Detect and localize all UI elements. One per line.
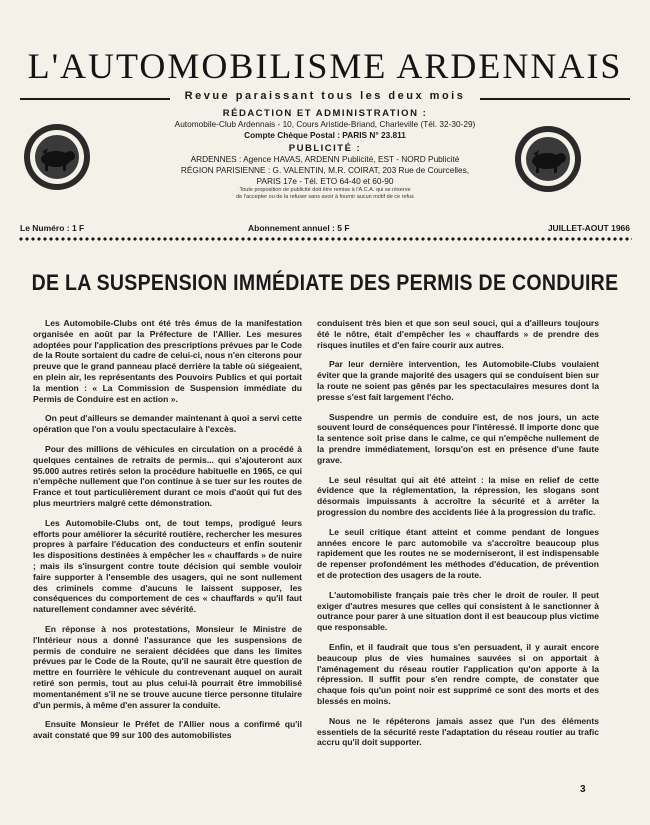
publicite-region: RÉGION PARISIENNE : G. VALENTIN, M.R. COIRAT, 203 Rue de Courcelles, [180, 165, 470, 175]
redaction-heading: RÉDACTION ET ADMINISTRATION : [222, 108, 428, 119]
masthead-subtitle: Revue paraissant tous les deux mois [184, 90, 466, 102]
paragraph: Par leur dernière intervention, les Automobile-Clubs voulaient éviter que la grande majorité des usagers qui se conduisent bien sur la route ne soient pas gênés par les spectaculaires mesures dont la presse s'est fait largement l'écho. [317, 359, 599, 402]
article-left-column [33, 318, 302, 750]
paragraph: On peut d'ailleurs se demander maintenant à quoi a servi cette opération que l'on a voulu spectaculaire à l'excès. [33, 413, 302, 435]
paragraph: Suspendre un permis de conduire est, de nos jours, un acte souvent lourd de conséquences pour l'intéressé. Il importe donc que la sentence soit prise dans le calme, ce qui n'empêche nullement de la prendre immédiatement, lorsqu'on est en présence d'une faute grave. [317, 411, 599, 465]
paragraph: Les Automobile-Clubs ont, de tout temps, prodigué leurs efforts pour améliorer la sécurité routière, rechercher les mesures propres à parfaire l'éducation des conducteurs et enfin soutenir les dispositions destinées à empêcher les « chauffards » de nuire ; mais ils s'insurgent contre toute décision qui semble vouloir faire supporter à l'ensemble des usagers, qui ne sont nullement des criminels comme d'aucuns le laissent supposer, les conséquences du comportement de ces « chauffards » qu'il faut naturellement condamner avec sévérité. [33, 517, 302, 615]
paragraph: Ensuite Monsieur le Préfet de l'Allier nous a confirmé qu'il avait constaté que 99 sur 100 des automobilistes [33, 719, 302, 741]
publicite-ardennes: ARDENNES : Agence HAVAS, ARDENN Publicité, EST - NORD Publicité [190, 154, 460, 164]
paragraph: Enfin, et il faudrait que tous s'en persuadent, il y aurait encore beaucoup plus de vies humaines sauvées si on apportait à l'aménagement du réseau routier l'application qu'on apporte à la répression. Il suffit pour s'en rendre compte, de constater que chaque fois qu'un point noir est supprimé ce sont des morts et des blessés en moins. [317, 641, 599, 706]
fine-print-1: Toute proposition de publicité doit être remise à l'A.C.A. qui se réserve [239, 187, 411, 193]
publicite-paris: PARIS 17e - Tél. ETO 64-40 et 60-90 [256, 176, 394, 186]
right-rule [480, 98, 630, 100]
header-info [110, 108, 540, 201]
issue-price: Le Numéro : 1 F [20, 223, 85, 233]
paragraph: L'automobiliste français paie très cher le droit de rouler. Il peut exiger d'autres mesures que celles qui consistent à le sanctionner à outrance pour parer à une situation dont il est beaucoup plus victime que responsable. [317, 589, 599, 633]
article-headline: DE LA SUSPENSION IMMÉDIATE DES PERMIS DE CONDUIRE [31, 270, 619, 296]
paragraph: Les Automobile-Clubs ont été très émus de la manifestation organisée en août par la Préfecture de l'Allier. Les mesures adoptées pour l'application des prescriptions prévues par le Code de la Route sortaient du cadre de celui-ci, nous n'en citerons pour preuve que le grand panneau placé derrière la table où siégeaient, en plein air, les représentants des Pouvoirs Publics et qui portait la mention : « La Commission de Suspension immédiate du Permis de Conduire est en action ». [33, 318, 302, 404]
publicite-heading: PUBLICITÉ : [288, 143, 362, 154]
fine-print-2: de l'accepter ou de la refuser sans avoir à fournir aucun motif de ce refus [236, 194, 414, 200]
paragraph: En réponse à nos protestations, Monsieur le Ministre de l'Intérieur nous a donné l'assurance que les suspensions de permis de conduire ne seraient décidées que dans les limites prévues par le Code de la Route, qu'il ne saurait être question de mettre en fourrière le véhicule du contrevenant auquel on aurait retiré son permis, tout au plus celui-là pourrait être immobilisé momentanément s'il ne se trouve aucune tierce personne titulaire d'un permis, à même d'en assurer la conduite. [33, 623, 302, 710]
issue-subscription: Abonnement annuel : 5 F [248, 223, 350, 233]
paragraph: Le seul résultat qui ait été atteint : la mise en relief de cette évidence que la réglementation, la répression, les slogans sont désormais impuissants à accroître la sécurité et à arrêter la progression du nombre des accidents liée à la progression du trafic. [317, 474, 599, 517]
page-number: 3 [580, 784, 586, 795]
dotted-divider [18, 236, 632, 242]
article-right-column [317, 318, 599, 757]
redaction-address: Automobile-Club Ardennais - 10, Cours Aristide-Briand, Charleville (Tél. 32-30-29) [174, 119, 476, 129]
issue-date: JUILLET-AOUT 1966 [547, 223, 630, 233]
masthead-subline [20, 90, 630, 106]
paragraph: Pour des millions de véhicules en circulation on a procédé à quelques centaines de retraits de permis... qui s'ajouteront aux 95.000 autres retirés selon la procédure habituelle en 1965, ce qui n'empêche nullement que l'on continue à se tuer sur les routes de France et tout particulièrement durant ce mois d'août qui fut des plus meurtriers malgré cette démonstration. [33, 443, 302, 508]
paragraph: Nous ne le répéterons jamais assez que l'un des éléments essentiels de la sécurité reste l'adaptation du réseau routier au trafic accru qu'il doit supporter. [317, 715, 599, 748]
paragraph: conduisent très bien et que son seul souci, qui a d'ailleurs toujours été le nôtre, était d'empêcher les « chauffards » de prendre des risques inutiles et d'en faire courir aux autres. [317, 318, 599, 350]
left-rule [20, 98, 170, 100]
masthead-title: L'AUTOMOBILISME ARDENNAIS [27, 46, 623, 86]
boar-emblem-icon [22, 122, 92, 192]
cheque-postal: Compte Chèque Postal : PARIS N° 23.811 [244, 130, 406, 140]
paragraph: Le seuil critique étant atteint et comme pendant de longues années encore le parc automobile va s'accroître beaucoup plus rapidement que les routes ne se moderniseront, il est indispensable de repenser profondément les méthodes d'éducation, de prévention et de protection des usagers de la route. [317, 526, 599, 580]
